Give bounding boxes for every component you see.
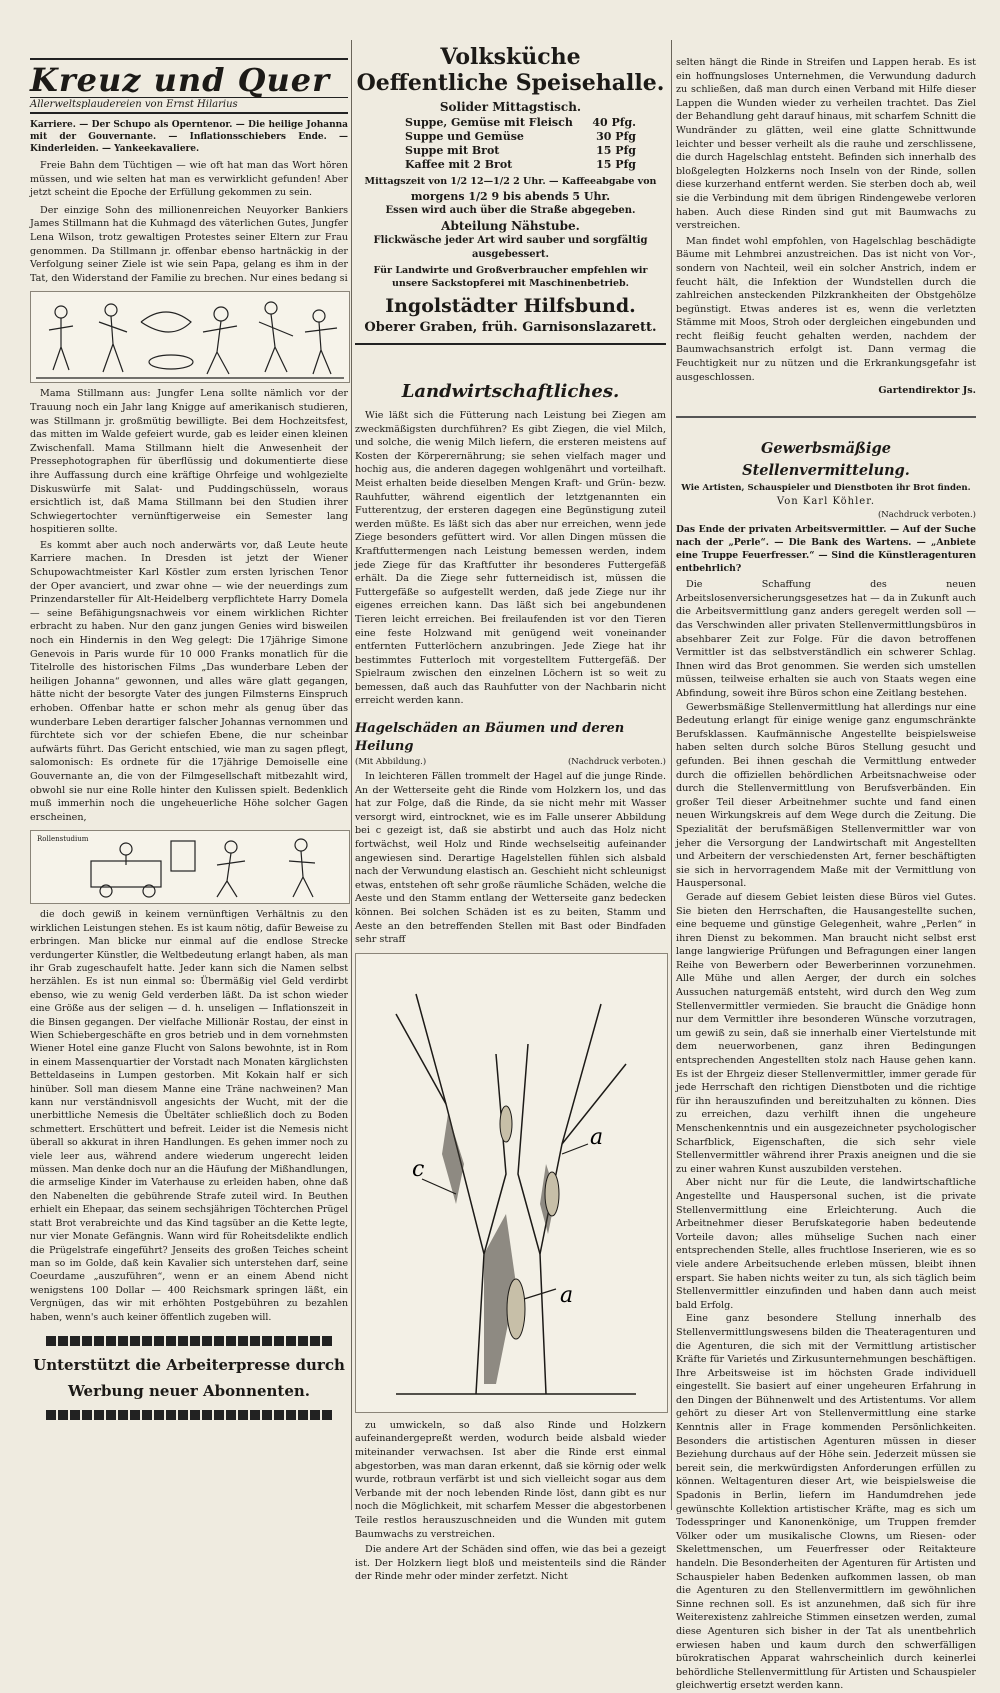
cartoon-wedding [30, 291, 350, 383]
hagel-paragraph-2: zu umwickeln, so daß also Rinde und Holzkern aufeinandergepreßt werden, wodurch beide alsbald wieder miteinander verwachsen. Ist aber die Rinde erst einmal abgestorben, was man daran erkennt, daß sie körnig oder welk wurde, rotbraun verfärbt ist und sich vielleicht sogar aus dem Verbande mit der noch lebenden Rinde löst, dann gibt es nur noch die Möglichkeit, mit scharfem Messer die abgestorbenen Teile restlos herauszuschneiden und die Wunden mit gutem Baumwachs zu verstreichen. [355, 1419, 666, 1540]
cartoon-wedding-drawing [31, 292, 349, 382]
landwirtschaft-paragraph: Wie läßt sich die Fütterung nach Leistung bei Ziegen am zweckmäßigsten durchführen? Es gibt Ziegen, die viel Milch, und solche, die wenig Milch liefern, die ersteren meistens auf Kosten der Körperernährung; sie sehen vielfach mager und hochig aus, die anderen dagegen wohlgenährt und vorteilhaft. Meist erhalten beide dieselben Mengen Kraft- und Grün- bezw. Rauhfutter, während eigentlich der letztgenannten ein Futterentzug, der ersteren dagegen eine Begünstigung zuteil werden müßte. Es läßt sich das aber nur erreichen, wenn jede Ziege besonders gefüttert wird. Vor allen Dingen müssen die Kraftfuttermengen nach Leistung bemessen werden, indem jede Ziege für das Kraftfutter ihr besonderes Futtergefäß erhält. Da die Ziege sehr futterneidisch ist, müssen die Futtergefäße so aufgestellt werden, daß jede Ziege nur ihr eigenes erreichen kann. Das läßt sich bei angebundenen Tieren leicht erreichen. Bei freilaufenden ist vor den Tieren eine feste Holzwand mit genügend weit voneinander entfernten Futterlöchern anzubringen. Jede Ziege hat ihr bestimmtes Futterloch mit vorgestelltem Futtergefäß. Der Spielraum zwischen den einzelnen Löchern ist so weit zu bemessen, daß auch das Rauhfutter von der Nachbarin nicht erreicht werden kann. [355, 410, 666, 707]
ad-volkskueche [355, 44, 666, 345]
column-rule-1 [351, 40, 352, 1510]
cartoon-rollenstudium [30, 830, 350, 904]
article-signature: Gartendirektor Js. [878, 385, 976, 397]
cartoon-caption: Rollenstudium [37, 835, 89, 844]
ad-organization: Ingolstädter Hilfsbund. [385, 295, 636, 317]
masthead-title: Kreuz und Quer [30, 61, 331, 99]
tree-label-a2: a [560, 1282, 574, 1308]
ad-address: Oberer Graben, früh. Garnisonslazarett. [364, 320, 657, 335]
section-divider [676, 416, 976, 418]
section-title-stellenvermittelung: Gewerbsmäßige Stellenvermittelung. [742, 440, 910, 480]
article-paragraph-3: Gerade auf diesem Gebiet leisten diese Büros viel Gutes. Sie bieten den Herrschaften, die Hausangestellte suchen, eine bequeme und günstige Gelegenheit, wahre „Perlen“ in ihren Dienst zu bekommen. Man braucht nicht selbst erst lange langwierige Prüfungen und Befragungen einer langen Reihe von Bewerbern oder Bewerberinnen vorzunehmen. Alle Mühe und allen Aerger, der durch ein solches Aussuchen naturgemäß entsteht, wird durch den Weg zum Stellenvermittler vermieden. Sie braucht die Gnädige honn nur dem Vermittler ihre besonderen Wünsche vorzutragen, um gewiß zu sein, daß sie innerhalb einer Viertelstunde mit dem neuerworbenen, ganz ihren Bedingungen entsprechenden Angestellten stolz nach Hause gehen kann. Es ist der Ehrgeiz dieser Stellenvermittler, immer gerade für jede Herrschaft den richtigen Dienstboten und die richtige für ihn herauszufinden und bereitzuhalten zu können. Dies zu erreichen, dazu verhilft ihnen die ungeheure Menschenkenntnis und ein ausgezeichneter psychologischer Scharfblick, Eigenschaften, die sich sehr viele Stellenvermittler während ihrer Praxis aneignen und die sie zu einer wahren Kunst auszubilden verstehen. [676, 891, 976, 1175]
paragraph-1: Freie Bahn dem Tüchtigen — wie oft hat man das Wort hören müssen, und wie selten hat man es verwirklicht gefunden! Aber jetzt scheint die Epoche der Erfüllung gekommen zu sein. [30, 160, 348, 199]
ornament-bottom [30, 1410, 348, 1420]
hagel-paragraph-3: Die andere Art der Schäden sind offen, wie das bei a gezeigt ist. Der Holzkern liegt bloß und meistenteils sind die Ränder der Rinde mehr oder minder zerfetzt. Nicht [355, 1544, 666, 1583]
price-row-3: Suppe mit Brot 15 Pfg [405, 144, 636, 157]
ad-mending: Flickwäsche jeder Art wird sauber und sorgfältig ausgebessert. [373, 235, 648, 260]
price-row-2: Suppe und Gemüse 30 Pfg [405, 130, 636, 143]
article-subtitle: Wie Artisten, Schauspieler und Dienstboten ihr Brot finden. [681, 483, 971, 494]
article-paragraph-1: Die Schaffung des neuen Arbeitslosenversicherungsgesetzes hat — da in Zukunft auch die Arbeitsvermittlung ganz anders geregelt werden soll — das Verschwinden aller privaten Stellenvermittlungsbüros in absehbarer Zeit zur Folge. Für die davon betroffenen Vermittler ist das selbstverständlich ein schwerer Schlag. Ihnen wird das Brot genommen. Sie werden sich umstellen müssen, teilweise erhalten sie auch von Staats wegen eine Abfindung, soweit ihre Büros schon eine Zeitlang bestehen. [676, 579, 976, 699]
ornament-top [30, 1336, 348, 1346]
slogan-box [30, 1336, 348, 1420]
article-copyright-note: (Nachdruck verboten.) [877, 510, 976, 521]
hagel-meta-illustration: (Mit Abbildung.) [355, 757, 427, 768]
ad-subtitle: Solider Mittagstisch. [439, 100, 582, 114]
column-middle [355, 0, 666, 1584]
paragraph-2: Der einzige Sohn des millionenreichen Neuyorker Bankiers James Stillmann hat die Kuhmagd des väterlichen Gutes, Jungfer Lena Wilson, trotz gewaltigen Protestes seiner Eltern zur Frau genommen. Da Stillmann jr. offenbar ebenso hartnäckig in der Verfolgung seiner Ziele ist wie sein Papa, gelang es ihm in der Tat, den Widerstand der Familie zu brechen. Nur eines bedang si [30, 204, 348, 284]
ad-title-1: Volksküche [440, 44, 581, 70]
section-title-hagel: Hagelschäden an Bäumen und deren Heilung [355, 721, 625, 755]
slogan-line-2: Werbung neuer Abonnenten. [67, 1381, 311, 1400]
ad-department: Abteilung Nähstube. [441, 219, 580, 233]
price-row-1: Suppe, Gemüse mit Fleisch 40 Pfg. [405, 116, 636, 129]
ad-hours-1: Mittagszeit von 1/2 12—1/2 2 Uhr. — Kaffeeabgabe von [364, 176, 657, 187]
tree-label-c: c [412, 1156, 425, 1182]
paragraph-4: Es kommt aber auch noch anderwärts vor, daß Leute heute Karriere machen. In Dresden ist jetzt der Wiener Schupowachtmeister Karl Köstler zum ersten lyrischen Tenor der Oper avanciert, und zwar ohne — wie der neuerdings zum Prinzendarsteller für Alt-Heidelberg verpflichtete Harry Domela — seine Befähigungsnachweis vor einem wirklichen Richter erbracht zu haben. Nur den ganz jungen Genies wird bisweilen noch ein Hindernis in den Weg gelegt: Die 17jährige Simone Genevois in Paris wurde für 10 000 Franks monatlich für die Titelrolle des historischen Films „Das wunderbare Leben der heiligen Johanna“ gewonnen, und alles wäre glatt gegangen, hätte nicht der besorgte Vater des jungen Filmsterns Einspruch erhoben. Offenbar hatte er schon mehr als genug über das wunderbare Leben derartiger falscher Johannas vernommen und fürchtete sich vor der schiefen Ebene, die nur scheinbar aufwärts führt. Das Gericht entschied, wie man zu sagen pflegt, salomonisch: Es ordnete für die 17jährige Demoiselle eine Gouvernante an, die von der Filmgesellschaft mitbezahlt wird, obwohl sie nur eine Rolle hinter den Kulissen spielt. Bedenklich muß immerhin noch die ungeheuerliche Höhe solcher Gagen erscheinen, [30, 539, 348, 823]
ad-title-2: Oeffentliche Speisehalle. [356, 70, 665, 96]
hagel-meta [355, 756, 666, 768]
tree-illustration [355, 953, 668, 1413]
tree-label-a1: a [590, 1124, 604, 1150]
ad-hours-2: morgens 1/2 9 bis abends 5 Uhr. [410, 190, 611, 203]
column-rule-2 [671, 40, 672, 1510]
paragraph-3: Mama Stillmann aus: Jungfer Lena sollte nämlich vor der Trauung noch ein Jahr lang Knigge auf amerikanisch studieren, was Stillmann jr. großmütig bewilligte. Bei dem Hochzeitsfest, das mitten im Walde gefeiert wurde, gab es leider einen kleinen Zwischenfall. Mama Stillmann hielt die Anwesenheit der Pressephotographen für überflüssig und dokumentierte diese ihre Auffassung durch eine kräftige Ohrfeige und wohlgezielte Diskuswürfe mit Salat- und Puddingschüsseln, woraus ersichtlich ist, daß Mama Stillmann bei den Studien ihrer Schwiegertochter vernünftigerweise ein Semester lang hospitieren sollte. [30, 388, 348, 536]
hagel-paragraph-1: In leichteren Fällen trommelt der Hagel auf die junge Rinde. An der Wetterseite geht die Rinde vom Holzkern los, und das hat zur Folge, daß die Rinde, da sie nicht mehr mit Wasser versorgt wird, eintrocknet, wie es im Falle unserer Abbildung bei c gezeigt ist, daß sie abstirbt und auch das Holz nicht fortwächst, weil Holz und Rinde wechselseitig aufeinander angewiesen sind. Derartige Hagelstellen fühlen sich alsbald nach der Verwundung elastisch an. Geschieht nicht schleunigst etwas, entstehen oft sehr große räumliche Schäden, welche die Aeste und den Stamm entlang der Wetterseite ganz bedecken können. Bei solchen Schäden ist es zu beiten, Stamm und Aeste an den betreffenden Stellen mit Bast oder Bindfaden sehr straff [355, 771, 666, 946]
masthead-subtitle: Allerweltsplaudereien von Ernst Hilarius [30, 97, 348, 110]
hagel-meta-copyright: (Nachdruck verboten.) [567, 757, 666, 768]
right-paragraph-2: Man findet wohl empfohlen, von Hagelschlag beschädigte Bäume mit Lehmbrei anzustreichen. Das ist nicht von Vor-, sondern von Nachteil, weil ein solcher Anstrich, indem er feucht hält, die Infektion der Wundstellen durch die zahlreichen ansteckenden Pilzkrankheiten der Obstgehölze begünstigt. Etwas anderes ist es, wenn die verletzten Stämme mit Moos, Stroh oder dergleichen eingebunden und recht fleißig feucht gehalten werden, nachdem der Baumwachsanstrich erfolgt ist. Dann vermag die Feuchtigkeit nur zu nützen und die Erkrankungsgefahr ist ausgeschlossen. [676, 235, 976, 383]
right-paragraph-1: selten hängt die Rinde in Streifen und Lappen herab. Es ist ein hoffnungsloses Unternehmen, die Verwundung dadurch zu schließen, daß man durch einen Verband mit Hilfe dieser Lappen die Wunden wieder zu verheilen trachtet. Das Ziel der Behandlung geht darauf hinaus, mit scharfem Schnitt die Wundränder zu glätten, weil eine glatte Schnittwunde leichter und besser verheilt als die rauhe und zerschlissene, die durch Hagelschlag entsteht. Befinden sich innerhalb des bloßgelegten Holzkerns noch Inseln von der Rinde, sollen diese kurzerhand entfernt werden. Sie sterben doch ab, weil sie die Verbindung mit dem übrigen Rindengewebe verloren haben. Auch diese Rinden sind gut mit Baumwachs zu verstreichen. [676, 57, 976, 232]
column-right [676, 0, 976, 1693]
slogan-line-1: Unterstützt die Arbeiterpresse durch [33, 1355, 345, 1374]
ad-farmers-1: Für Landwirte und Großverbraucher empfehlen wir [373, 265, 648, 276]
article-teaser: Das Ende der privaten Arbeitsvermittler. — Auf der Suche nach der „Perle“. — Die Bank des Wartens. — „Anbiete eine Truppe Feuerfresser.“ — Sind die Künstleragenturen entbehrlich? [676, 524, 976, 575]
ad-street: Essen wird auch über die Straße abgegeben. [385, 205, 636, 216]
article-paragraph-4: Aber nicht nur für die Leute, die landwirtschaftliche Angestellte und Hauspersonal suchen, ist die private Stellenvermittlung eine Erleichterung. Auch die Arbeitnehmer dieser Berufskategorie haben bedeutende Vorteile davon; alles mühselige Suchen nach einer entsprechenden Stelle, alles fruchtlose Inserieren, wie es so viele andere Arbeitsuchende erleben müssen, bleibt ihnen erspart. Sie haben nichts weiter zu tun, als sich täglich beim Stellenvermittler einzufinden und haben dann auch meist bald Erfolg. [676, 1177, 976, 1311]
section-title-landwirtschaft: Landwirtschaftliches. [401, 381, 620, 402]
tree-drawing [356, 954, 667, 1412]
masthead [30, 58, 348, 114]
article-paragraph-5: Eine ganz besondere Stellung innerhalb des Stellenvermittlungswesens bilden die Theateragenturen und die Agenturen, die sich mit der Vermittlung artistischer Kräfte für Varietés und Zirkusunternehmungen beschäftigen. Ihre Arbeitsweise ist im höchsten Grade individuell eingestellt. Sie basiert auf einer ungeheuren Erfahrung in den Dingen der Bühnenwelt und des Artistentums. Vor allem gehört zu dieser Art von Stellenvermittlung eine starke Kenntnis aller in Frage kommenden Persönlichkeiten. Besonders die artistischen Agenturen müssen in dieser Beziehung durchaus auf der Höhe sein. Jederzeit müssen sie bereit sein, die merkwürdigsten Anforderungen erfüllen zu können. Weltagenturen dieser Art, wie beispielsweise die Spadonis in Berlin, liefern im Handumdrehen jede gewünschte Kollektion artistischer Kräfte, mag es sich um Todesspringer und Kanonenkönige, um Truppen fremder Völker oder um musikalische Clowns, um Riesen- oder Skelettmenschen, um Feuerfresser oder Reitakteure handeln. Die Besonderheiten der Agenturen für Artisten und Schauspieler haben Bedenken aufkommen lassen, ob man die Agenturen zu den Stellenvermittlern im gewöhnlichen Sinne rechnen soll. Es ist anzunehmen, daß sich für ihre Weiterexistenz zahlreiche Stimmen einsetzen werden, zumal diese Agenturen sich bisher in der Tat als unentbehrlich erwiesen haben und kaum durch den schwerfälligen bürokratischen Apparat wahrscheinlich durch keinerlei behördliche Stellenvermittlung für Artisten und Schauspieler gleichwertig ersetzt werden kann. [676, 1313, 976, 1692]
paragraph-5: die doch gewiß in keinem vernünftigen Verhältnis zu den wirklichen Leistungen stehen. Es ist kaum nötig, dafür Beweise zu erbringen. Man blicke nur einmal auf die endlose Strecke verdungerter Künstler, die Weltbedeutung erlangt haben, als man ihr Grab zugeschaufelt hatte. Jeder kann sich die Namen selbst herzählen. Es ist nun einmal so: Übermäßig viel Geld verdirbt ebenso, wie zu wenig Geld verderben läßt. Da ist schon wieder eine Größe aus der seligen — d. h. unseligen — Inflationszeit in die Binsen gegangen. Der vielfache Millionär Rostau, der einst in Wien Schiebergeschäfte en gros betrieb und in dem vornehmsten Wiener Hotel eine ganze Flucht von Salons bewohnte, ist in Rom in einem Massenquartier der Vorstadt nach Monaten kärglichsten Betteldaseins in Lumpen gestorben. Mit Kokain half er sich hinüber. Soll man diesem Manne eine Träne nachweinen? Man kann nur verständnisvoll angesichts der Wucht, mit der die unerbittliche Nemesis die Übeltäter schließlich doch zu Boden schmettert. Erschüttert und befreit. Leider ist die Nemesis nicht überall so akkurat in ihren Handlungen. Es gehen immer noch zu viele leer aus, während andere wiederum ungerecht leiden müssen. Man denke doch nur an die Häufung der Mißhandlungen, die armselige Kinder im Vaterhause zu erleiden haben, ohne daß den Nabenelten die gebührende Strafe zuteil wird. In Beuthen erhielt ein Ehepaar, das seinem sechsjährigen Töchterchen Prügel statt Brot verabreichte und das Kind tagsüber an die Kette legte, nur vier Monate Gefängnis. Wann wird für Roheitsdelikte endlich die Prügelstrafe eingeführt? Jenseits des großen Teiches scheint man so im Golde, daß kein Kavalier sich unterstehen darf, seine Coeurdame „auszuführen“, wenn er an einem Abend nicht wenigstens 100 Dollar — 400 Reichsmark springen läßt, ein Vergnügen, das wir mit erhöhten Postgebühren zu bezahlen haben, wenn's auch keiner öffentlich zugeben will. [30, 909, 348, 1323]
teaser: Karriere. — Der Schupo als Operntenor. — Die heilige Johanna mit der Gouvernante. — Inflationsschiebers Ende. — Kinderleiden. — Yankeekavaliere. [30, 120, 348, 154]
column-left [30, 0, 348, 1420]
ad-farmers-2: unsere Sackstopferei mit Maschinenbetrieb. [392, 278, 629, 289]
article-author: Von Karl Köhler. [776, 496, 876, 508]
price-row-4: Kaffee mit 2 Brot 15 Pfg [405, 158, 636, 171]
article-paragraph-2: Gewerbsmäßige Stellenvermittlung hat allerdings nur eine Bedeutung erlangt für einige wenige ganz engumschränkte Berufsklassen. Kaufmännische Angestellte beispielsweise haben selten durch solche Büros Stellung gesucht und gefunden. Bei ihnen geschah die Vermittlung entweder durch die offiziellen behördlichen Arbeitsnachweise oder durch die Stellenvermittlung von Berufsverbänden. Ein großer Teil dieser Arbeitnehmer suchte und fand einen neuen Wirkungskreis auf dem Wege durch die Zeitung. Die Spezialität der berufsmäßigen Stellenvermittler war von jeher die Versorgung der Landwirtschaft mit Angestellten und Arbeitern der verschiedensten Art, ferner beschäftigten sie sich in hervorragendem Maße mit der Vermittlung von Hauspersonal. [676, 701, 976, 890]
